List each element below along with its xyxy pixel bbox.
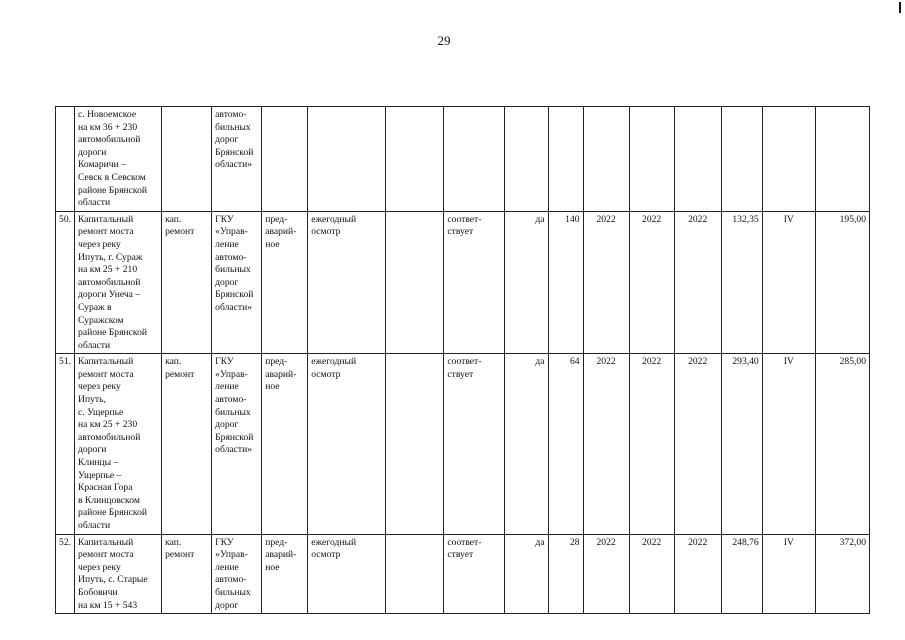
cell-year-start (583, 107, 629, 212)
cell-blank (386, 107, 444, 212)
cell-state: пред- аварий- ное (262, 211, 308, 354)
bridge-repair-table (55, 106, 870, 614)
cell-work-kind: кап. ремонт (162, 534, 212, 614)
cell-cost: 195,00 (815, 211, 869, 354)
cell-blank (386, 354, 444, 534)
cell-flag: да (505, 534, 548, 614)
cell-blank (386, 534, 444, 614)
cell-inspection: ежегодный осмотр (308, 534, 386, 614)
cell-conformity: соответ- ствует (444, 211, 505, 354)
cell-length: 64 (548, 354, 583, 534)
cell-conformity: соответ- ствует (444, 354, 505, 534)
cell-num: 52. (56, 534, 75, 614)
cell-state: пред- аварий- ное (262, 354, 308, 534)
cell-inspection: ежегодный осмотр (308, 211, 386, 354)
cell-year-end: 2022 (629, 211, 674, 354)
cell-year-end: 2022 (629, 354, 674, 534)
table-row (56, 354, 870, 534)
cell-work-kind: кап. ремонт (162, 211, 212, 354)
cell-conformity: соответ- ствует (444, 534, 505, 614)
cell-amount: 132,35 (721, 211, 762, 354)
cell-amount: 248,76 (721, 534, 762, 614)
cell-state (262, 107, 308, 212)
cell-year-start: 2022 (583, 211, 629, 354)
cell-organization: ГКУ «Управ- ление автомо- бильных дорог (212, 534, 262, 614)
cell-year-end (629, 107, 674, 212)
cell-organization: ГКУ «Управ- ление автомо- бильных дорог Брянской области» (212, 211, 262, 354)
cell-length: 140 (548, 211, 583, 354)
cell-inspection (308, 107, 386, 212)
cell-object-name: с. Новоемское на км 36 + 230 автомобильной дороги Комаричи – Севск в Севском районе Брянской области (75, 107, 162, 212)
cell-cost: 372,00 (815, 534, 869, 614)
cell-category: IV (762, 534, 815, 614)
cell-flag: да (505, 354, 548, 534)
cell-length (548, 107, 583, 212)
cell-amount (721, 107, 762, 212)
cell-cost (815, 107, 869, 212)
cell-category: IV (762, 354, 815, 534)
cell-num: 51. (56, 354, 75, 534)
cell-flag (505, 107, 548, 212)
cell-year-finance: 2022 (674, 354, 721, 534)
cell-year-finance (674, 107, 721, 212)
cell-work-kind: кап. ремонт (162, 354, 212, 534)
cell-amount: 293,40 (721, 354, 762, 534)
cell-year-finance: 2022 (674, 534, 721, 614)
cell-object-name: Капитальный ремонт моста через реку Ипуть, с. Старые Бобовичи на км 15 + 543 (75, 534, 162, 614)
cell-category: IV (762, 211, 815, 354)
cell-work-kind (162, 107, 212, 212)
cell-year-finance: 2022 (674, 211, 721, 354)
cell-conformity (444, 107, 505, 212)
table-row (56, 211, 870, 354)
cell-year-start: 2022 (583, 354, 629, 534)
cell-category (762, 107, 815, 212)
cell-flag: да (505, 211, 548, 354)
scan-edge-mark (899, 2, 901, 13)
cell-inspection: ежегодный осмотр (308, 354, 386, 534)
cell-num: 50. (56, 211, 75, 354)
cell-state: пред- аварий- ное (262, 534, 308, 614)
cell-cost: 285,00 (815, 354, 869, 534)
cell-length: 28 (548, 534, 583, 614)
cell-organization: автомо- бильных дорог Брянской области» (212, 107, 262, 212)
cell-num (56, 107, 75, 212)
cell-year-end: 2022 (629, 534, 674, 614)
page-number: 29 (437, 33, 451, 48)
table-row (56, 107, 870, 212)
cell-blank (386, 211, 444, 354)
cell-object-name: Капитальный ремонт моста через реку Ипуть, г. Сураж на км 25 + 210 автомобильной дороги Унеча – Сураж в Суражском районе Брянской области (75, 211, 162, 354)
cell-object-name: Капитальный ремонт моста через реку Ипуть, с. Ущерпье на км 25 + 230 автомобильной дороги Клинцы – Ущерпье – Красная Гора в Клинцовском районе Брянской области (75, 354, 162, 534)
cell-year-start: 2022 (583, 534, 629, 614)
table-row (56, 534, 870, 614)
cell-organization: ГКУ «Управ- ление автомо- бильных дорог Брянской области» (212, 354, 262, 534)
